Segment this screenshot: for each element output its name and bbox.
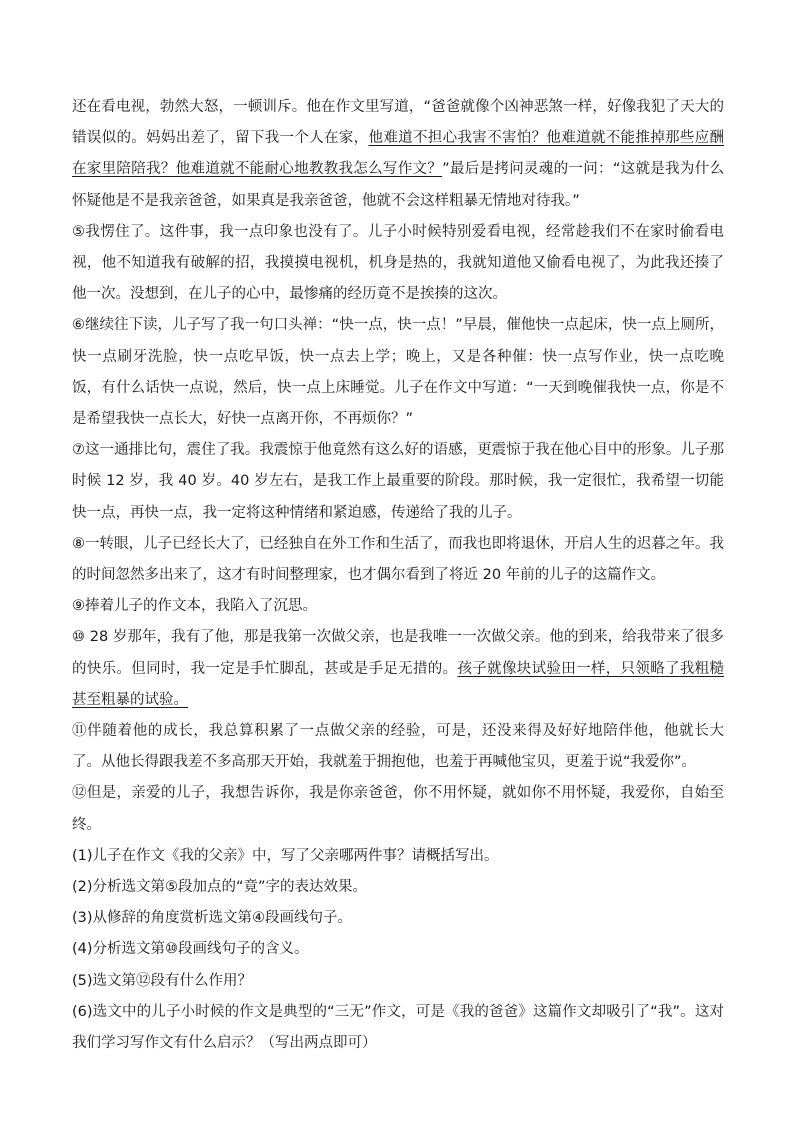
paragraph-9: ⑨捧着儿子的作文本，我陷入了沉思。 bbox=[72, 598, 317, 615]
paragraph-5: ⑤我愣住了。这件事，我一点印象也没有了。儿子小时候特别爱看电视，经常趁我们不在家时偷看电视，他不知道我有破解的招，我摸摸电视机，机身是热的，我就知道他又偷看电视了，为此我还揍了他一次。没想到，在儿子的心中，最惨痛的经历竟不是挨揍的这次。 bbox=[72, 223, 724, 303]
paragraph-8: ⑧一转眼，儿子已经长大了，已经独自在外工作和生活了，而我也即将退休，开启人生的迟暮之年。我的时间忽然多出来了，这才有时间整理家，也才偶尔看到了将近 20 年前的儿子的这篇作文。 bbox=[72, 535, 724, 584]
underlined-sentence: 他难道不担心我害不害怕？他难道就不能推掉那些应酬在家里陪陪我？他难道就不能耐心地教教我怎么写作文？ bbox=[72, 130, 725, 178]
paragraph-1 bbox=[72, 92, 724, 217]
text-span: ”最后是拷问灵魂的一问：“这就是我为什么怀疑他是不是我亲爸爸，如果真是我亲爸爸，他就不会这样粗暴无情地对待我。” bbox=[72, 161, 724, 209]
underlined-sentence: 孩子就像块试验田一样，只领略了我粗糙甚至粗暴的试验。 bbox=[72, 660, 725, 708]
question-2: (2)分析选文第⑤段加点的“竟”字的表达效果。 bbox=[72, 879, 368, 896]
paragraph-11: ⑪伴随着他的成长，我总算积累了一点做父亲的经验，可是，还没来得及好好地陪伴他，他就长大了。从他长得跟我差不多高那天开始，我就羞于拥抱他，也羞于再喊他宝贝，更羞于说“我爱你”。 bbox=[72, 723, 724, 771]
paragraph-6: ⑥继续往下读，儿子写了我一句口头禅：“快一点，快一点！”早晨，催他快一点起床，快一点上厕所，快一点刷牙洗脸，快一点吃早饭，快一点去上学；晚上，又是各种催：快一点写作业，快一点吃晚饭，有什么话快一点说，然后，快一点上床睡觉。儿子在作文中写道：“一天到晚催我快一点，你是不是希望我快一点长大，好快一点离开你，不再烦你？” bbox=[72, 317, 724, 428]
paragraph-7: ⑦这一通排比句，震住了我。我震惊于他竟然有这么好的语感，更震惊于我在他心目中的形象。儿子那时候 12 岁，我 40 岁。40 岁左右，是我工作上最重要的阶段。那时候，我一定很忙，我希望一切能快一点，再快一点，我一定将这种情绪和紧迫感，传递给了我的儿子。 bbox=[72, 442, 724, 521]
document-body bbox=[72, 92, 724, 1059]
paragraph-10 bbox=[72, 622, 724, 716]
question-5: (5)选文第⑫段有什么作用？ bbox=[72, 972, 253, 989]
text-span: ⑩ 28 岁那年，我有了他，那是我第一次做父亲，也是我唯一一次做父亲。他的到来，给我带来了很多的快乐。但同时，我一定是手忙脚乱，甚或是手足无措的。 bbox=[72, 629, 724, 677]
paragraph-12: ⑫但是，亲爱的儿子，我想告诉你，我是你亲爸爸，你不用怀疑，就如你不用怀疑，我爱你，自始至终。 bbox=[72, 785, 724, 833]
question-1: (1)儿子在作文《我的父亲》中，写了父亲哪两件事？请概括写出。 bbox=[72, 847, 499, 864]
text-span: 还在看电视，勃然大怒，一顿训斥。他在作文里写道，“爸爸就像个凶神恶煞一样，好像我犯了天大的错误似的。妈妈出差了，留下我一个人在家， bbox=[72, 99, 724, 147]
question-3: (3)从修辞的角度赏析选文第④段画线句子。 bbox=[72, 910, 353, 927]
question-6: (6)选文中的儿子小时候的作文是典型的“三无”作文，可是《我的爸爸》这篇作文却吸引了“我”。这对我们学习写作文有什么启示？（写出两点即可） bbox=[72, 1003, 724, 1052]
question-4: (4)分析选文第⑩段画线句子的含义。 bbox=[72, 941, 309, 958]
